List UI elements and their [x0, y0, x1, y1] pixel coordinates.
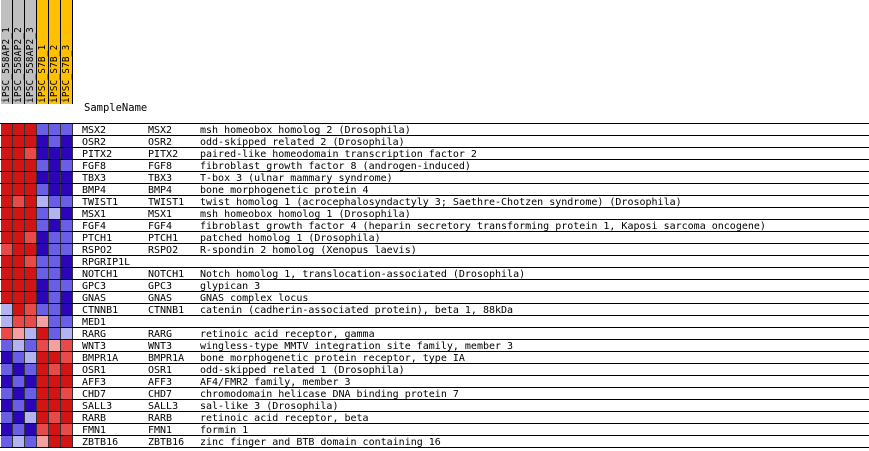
gene-symbol: WNT3 — [148, 341, 173, 352]
gene-description: bone morphogenetic protein 4 — [200, 185, 369, 196]
gene-description: chromodomain helicase DNA binding protein 7 — [200, 389, 459, 400]
gene-id: PITX2 — [82, 149, 113, 160]
sample-header-label: iPSC_S7B_1 — [37, 44, 48, 103]
gene-id: BMP4 — [82, 185, 107, 196]
gene-symbol: GPC3 — [148, 281, 173, 292]
gene-id: NOTCH1 — [82, 269, 119, 280]
row-divider — [0, 147, 869, 148]
gene-id: PTCH1 — [82, 233, 113, 244]
gene-description: Notch homolog 1, translocation-associated (Drosophila) — [200, 269, 526, 280]
gene-id: BMPR1A — [82, 353, 119, 364]
gene-id: TBX3 — [82, 173, 107, 184]
header-divider — [0, 123, 869, 124]
gene-symbol: FMN1 — [148, 425, 173, 436]
gene-symbol: ZBTB16 — [148, 437, 185, 448]
gene-symbol: MSX2 — [148, 125, 173, 136]
gene-description: fibroblast growth factor 4 (heparin secretory transforming protein 1, Kaposi sarcoma oncogene) — [200, 221, 766, 232]
gene-symbol: BMPR1A — [148, 353, 185, 364]
gene-description: odd-skipped related 2 (Drosophila) — [200, 137, 405, 148]
gene-id: RSPO2 — [82, 245, 113, 256]
gene-symbol: FGF4 — [148, 221, 173, 232]
sample-name-label: SampleName — [84, 102, 148, 114]
gene-description: msh homeobox homolog 2 (Drosophila) — [200, 125, 411, 136]
gene-id: RPGRIP1L — [82, 257, 131, 268]
gene-description: GNAS complex locus — [200, 293, 309, 304]
gene-id: RARG — [82, 329, 107, 340]
gene-symbol: RARB — [148, 413, 173, 424]
gene-id: ZBTB16 — [82, 437, 119, 448]
sample-header-label: iPSC_S7B_3 — [61, 44, 72, 103]
gene-symbol: FGF8 — [148, 161, 173, 172]
gene-symbol: PTCH1 — [148, 233, 179, 244]
gene-id: FMN1 — [82, 425, 107, 436]
gene-description: bone morphogenetic protein receptor, type IA — [200, 353, 465, 364]
gene-description: formin 1 — [200, 425, 249, 436]
row-divider — [0, 135, 869, 136]
sample-header-label: iPSC_S7B_2 — [49, 44, 60, 103]
gene-description: odd-skipped related 1 (Drosophila) — [200, 365, 405, 376]
row-divider — [0, 243, 869, 244]
gene-description: R-spondin 2 homolog (Xenopus laevis) — [200, 245, 417, 256]
gene-id: OSR2 — [82, 137, 107, 148]
sample-header-label: iPSC_558AP2_1 — [1, 27, 12, 103]
gene-symbol: CTNNB1 — [148, 305, 185, 316]
gene-symbol: PITX2 — [148, 149, 179, 160]
gene-symbol: NOTCH1 — [148, 269, 185, 280]
gene-id: RARB — [82, 413, 107, 424]
gene-description: wingless-type MMTV integration site family, member 3 — [200, 341, 514, 352]
gene-description: AF4/FMR2 family, member 3 — [200, 377, 351, 388]
sample-header-5 — [49, 0, 61, 104]
gene-symbol: MSX1 — [148, 209, 173, 220]
gene-symbol: TWIST1 — [148, 197, 185, 208]
gene-symbol: RARG — [148, 329, 173, 340]
gene-description: zinc finger and BTB domain containing 16 — [200, 437, 441, 448]
row-divider — [0, 183, 869, 184]
row-divider — [0, 387, 869, 388]
sample-header-6 — [61, 0, 73, 104]
row-divider — [0, 411, 869, 412]
gene-description: retinoic acid receptor, beta — [200, 413, 369, 424]
row-divider — [0, 303, 869, 304]
gene-description: catenin (cadherin-associated protein), beta 1, 88kDa — [200, 305, 514, 316]
sample-header-3 — [25, 0, 37, 104]
gene-description: patched homolog 1 (Drosophila) — [200, 233, 381, 244]
gene-id: OSR1 — [82, 365, 107, 376]
gene-symbol: AFF3 — [148, 377, 173, 388]
gene-id: FGF4 — [82, 221, 107, 232]
gene-description: sal-like 3 (Drosophila) — [200, 401, 339, 412]
gene-id: TWIST1 — [82, 197, 119, 208]
gene-symbol: TBX3 — [148, 173, 173, 184]
gene-description: paired-like homeodomain transcription factor 2 — [200, 149, 477, 160]
gene-id: GNAS — [82, 293, 107, 304]
sample-header-1 — [1, 0, 13, 104]
sample-header-4 — [37, 0, 49, 104]
sample-header-label: iPSC_558AP2_3 — [25, 27, 36, 103]
gene-id: FGF8 — [82, 161, 107, 172]
gene-id: SALL3 — [82, 401, 113, 412]
row-divider — [0, 195, 869, 196]
row-divider — [0, 375, 869, 376]
heatmap-grid — [0, 124, 74, 451]
sample-header-label: iPSC_558AP2_2 — [13, 27, 24, 103]
gene-id: MSX1 — [82, 209, 107, 220]
gene-id: CTNNB1 — [82, 305, 119, 316]
row-divider — [0, 255, 869, 256]
gene-id: MSX2 — [82, 125, 107, 136]
row-divider — [0, 291, 869, 292]
gene-description: fibroblast growth factor 8 (androgen-induced) — [200, 161, 471, 172]
gene-id: WNT3 — [82, 341, 107, 352]
gene-symbol: SALL3 — [148, 401, 179, 412]
gene-id: MED1 — [82, 317, 107, 328]
row-divider — [0, 423, 869, 424]
gene-id: AFF3 — [82, 377, 107, 388]
gene-symbol: OSR2 — [148, 137, 173, 148]
gene-symbol: RSPO2 — [148, 245, 179, 256]
gene-description: twist homolog 1 (acrocephalosyndactyly 3; Saethre-Chotzen syndrome) (Drosophila) — [200, 197, 682, 208]
row-divider — [0, 435, 869, 436]
gene-symbol: CHD7 — [148, 389, 173, 400]
gene-description: retinoic acid receptor, gamma — [200, 329, 375, 340]
row-divider — [0, 339, 869, 340]
row-divider — [0, 267, 869, 268]
sample-header-2 — [13, 0, 25, 104]
gene-description: msh homeobox homolog 1 (Drosophila) — [200, 209, 411, 220]
gene-id: GPC3 — [82, 281, 107, 292]
gene-symbol: OSR1 — [148, 365, 173, 376]
row-divider — [0, 327, 869, 328]
row-divider — [0, 219, 869, 220]
gene-symbol: BMP4 — [148, 185, 173, 196]
gene-symbol: GNAS — [148, 293, 173, 304]
gene-description: T-box 3 (ulnar mammary syndrome) — [200, 173, 393, 184]
gene-description: glypican 3 — [200, 281, 261, 292]
gene-id: CHD7 — [82, 389, 107, 400]
